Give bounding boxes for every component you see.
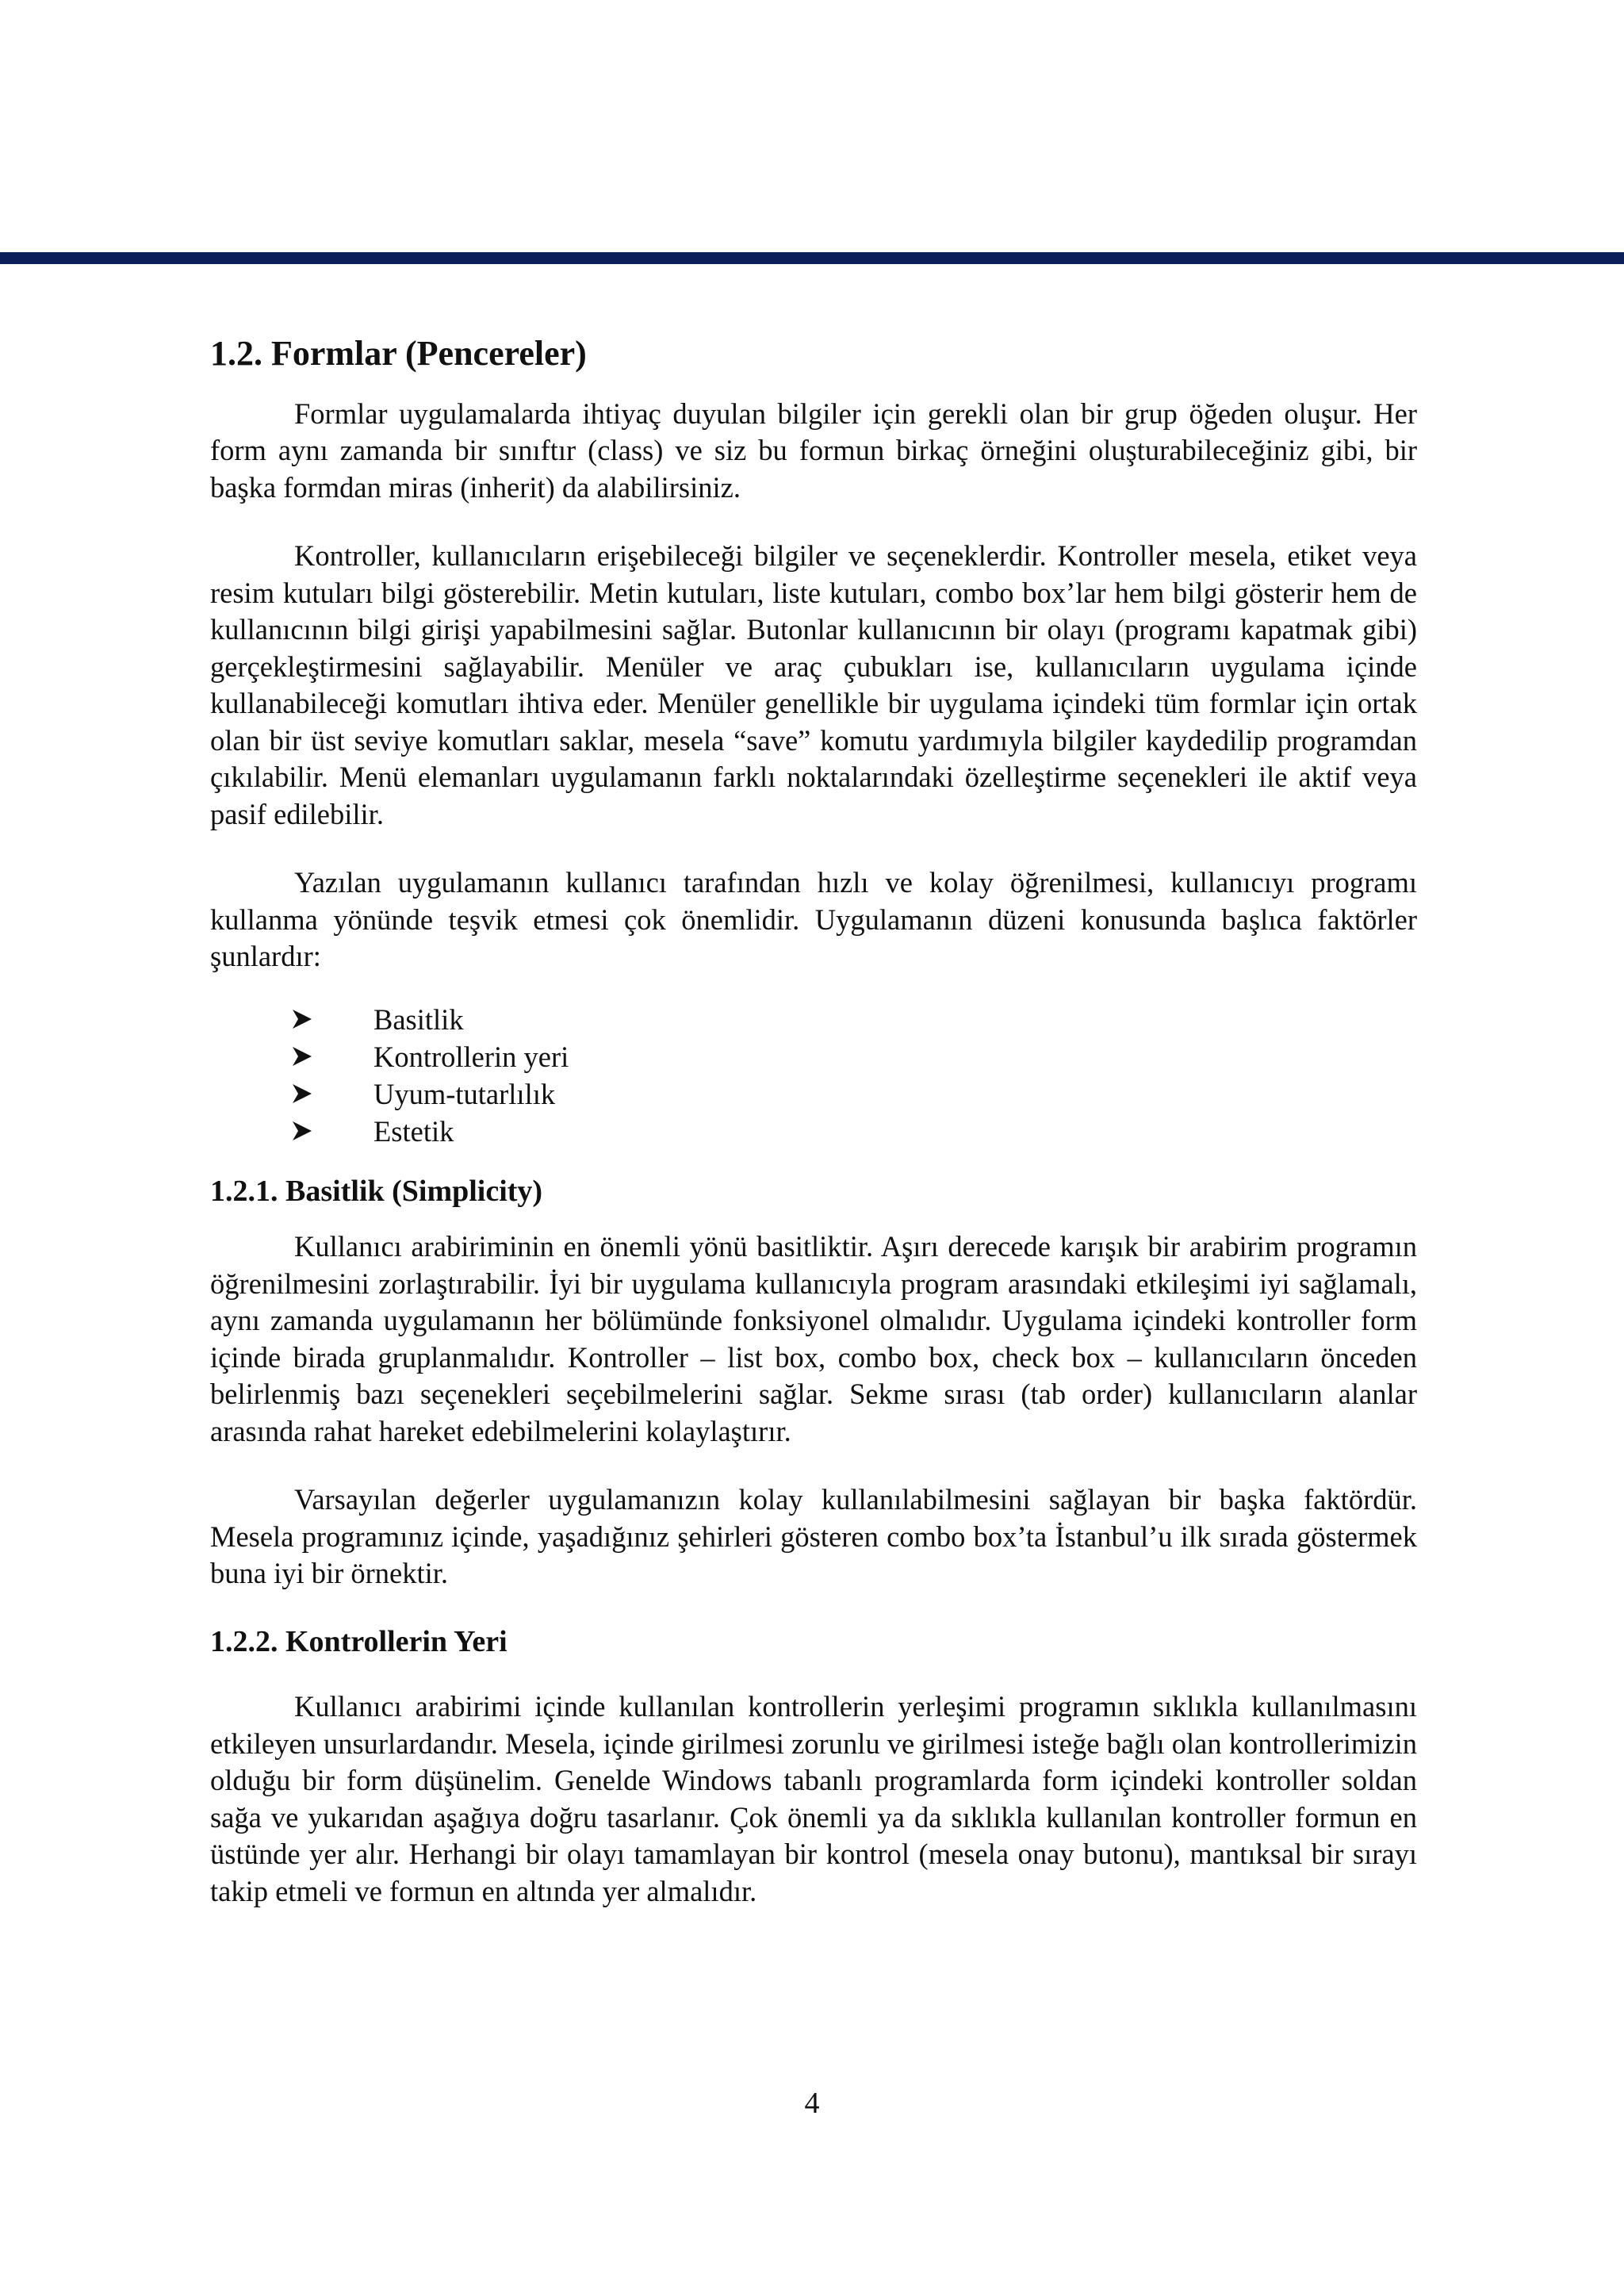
paragraph: Varsayılan değerler uygulamanızın kolay kullanılabilmesini sağlayan bir başka faktördür. Mesela programınız içinde, yaşadığınız şehirleri gösteren combo box’ta İstanbul’u ilk sırada göstermek buna iyi bir örnektir. [210, 1483, 1417, 1590]
paragraph: Yazılan uygulamanın kullanıcı tarafından hızlı ve kolay öğrenilmesi, kullanıcıyı programı kullanma yönünde teşvik etmesi çok önemlidir. Uygulamanın düzeni konusunda başlıca faktörler şunlardır: [210, 866, 1417, 973]
header-rule [0, 252, 1624, 264]
list-item-label: Kontrollerin yeri [373, 1040, 569, 1073]
list-item-label: Estetik [373, 1114, 454, 1148]
page-number: 4 [804, 2087, 820, 2120]
factor-list [210, 1001, 1417, 1150]
list-item-label: Uyum-tutarlılık [373, 1077, 556, 1110]
arrow-bullet-icon [291, 1082, 373, 1106]
list-item [291, 1001, 1417, 1038]
paragraph: Kontroller, kullanıcıların erişebileceği bilgiler ve seçeneklerdir. Kontroller mesela, etiket veya resim kutuları bilgi gösterebilir. Metin kutuları, liste kutuları, combo box’lar hem bilgi gösterir hem de kullanıcının bilgi girişi yapabilmesini sağlar. Butonlar kullanıcının bir olayı (programı kapatmak gibi) gerçekleştirmesini sağlayabilir. Menüler ve araç çubukları ise, kullanıcıların uygulama içinde kullanabileceği komutları ihtiva eder. Menüler genellikle bir uygulama içindeki tüm formlar için ortak olan bir üst seviye komutları saklar, mesela “save” komutu yardımıyla bilgiler kaydedilip programdan çıkılabilir. Menü elemanları uygulamanın farklı noktalarındaki özelleştirme seçenekleri ile aktif veya pasif edilebilir. [210, 539, 1417, 830]
page-content [210, 333, 1417, 1941]
arrow-bullet-icon [291, 1119, 373, 1143]
paragraph: Formlar uygulamalarda ihtiyaç duyulan bilgiler için gerekli olan bir grup öğeden oluşur. Her form aynı zamanda bir sınıftır (class) ve siz bu formun birkaç örneğini oluşturabileceğiniz gibi, bir başka formdan miras (inherit) da alabilirsiniz. [210, 397, 1417, 504]
arrow-bullet-icon [291, 1007, 373, 1031]
section-title: 1.2. Formlar (Pencereler) [210, 334, 587, 373]
subsection-title: 1.2.2. Kontrollerin Yeri [210, 1624, 508, 1658]
list-item [291, 1113, 1417, 1150]
subsection-title: 1.2.1. Basitlik (Simplicity) [210, 1174, 543, 1208]
list-item [291, 1075, 1417, 1113]
paragraph: Kullanıcı arabiriminin en önemli yönü basitliktir. Aşırı derecede karışık bir arabirim programın öğrenilmesini zorlaştırabilir. İyi bir uygulama kullanıcıyla program arasındaki etkileşimi iyi sağlamalı, aynı zamanda uygulamanın her bölümünde fonksiyonel olmalıdır. Uygulama içindeki kontroller form içinde birada gruplanmalıdır. Kontroller – list box, combo box, check box – kullanıcıların önceden belirlenmiş bazı seçenekleri seçebilmelerini sağlar. Sekme sırası (tab order) kullanıcıların alanlar arasında rahat hareket edebilmelerini kolaylaştırır. [210, 1230, 1417, 1447]
list-item-label: Basitlik [373, 1002, 464, 1036]
paragraph: Kullanıcı arabirimi içinde kullanılan kontrollerin yerleşimi programın sıklıkla kullanılmasını etkileyen unsurlardandır. Mesela, içinde girilmesi zorunlu ve girilmesi isteğe bağlı olan kontrollerimizin olduğu bir form düşünelim. Genelde Windows tabanlı programlarda form içindeki kontroller soldan sağa ve yukarıdan aşağıya doğru tasarlanır. Çok önemli ya da sıklıkla kullanılan kontroller formun en üstünde yer alır. Herhangi bir olayı tamamlayan bir kontrol (mesela onay butonu), mantıksal bir sırayı takip etmeli ve formun en altında yer almalıdır. [210, 1690, 1417, 1907]
list-item [291, 1038, 1417, 1075]
arrow-bullet-icon [291, 1044, 373, 1068]
